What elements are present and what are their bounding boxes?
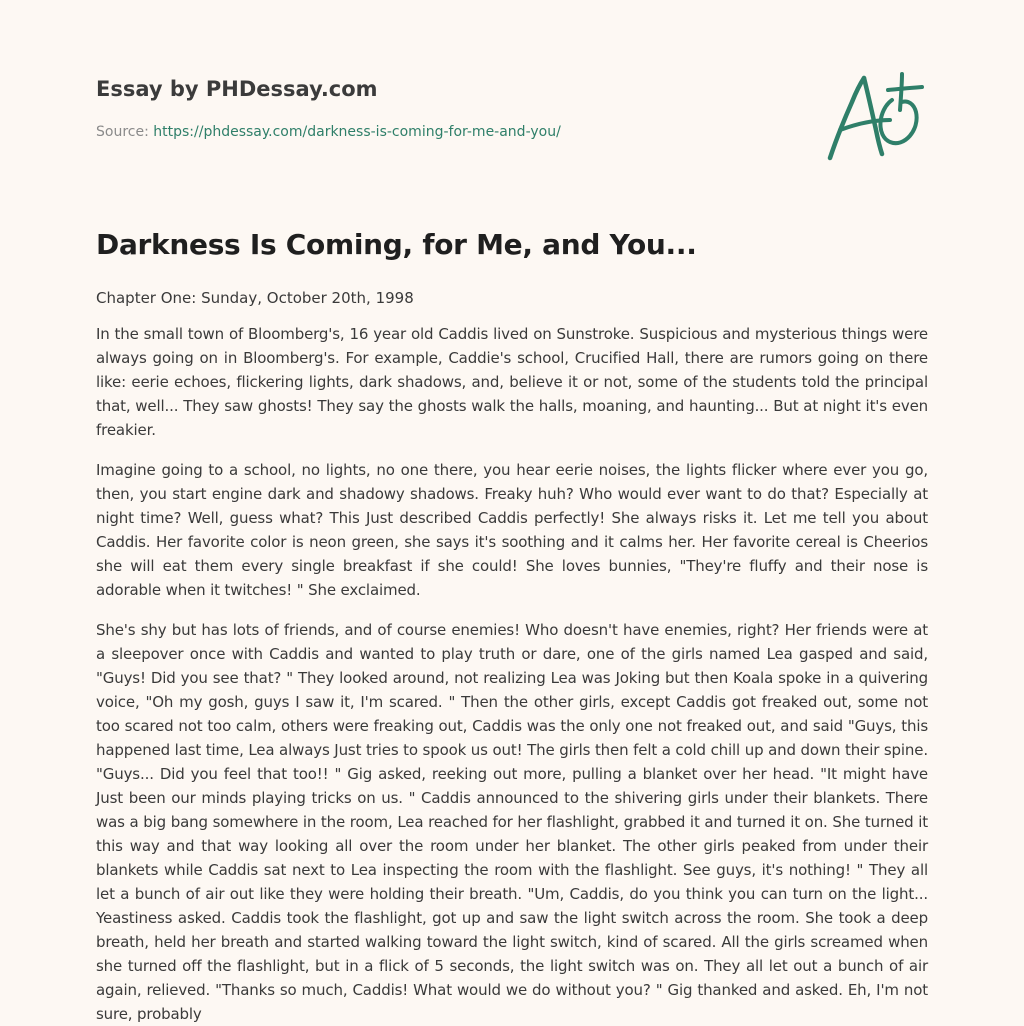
a-plus-logo-icon <box>822 70 928 162</box>
essay-paragraph: She's shy but has lots of friends, and of course enemies! Who doesn't have enemies, right? Her friends were at a sleepover once with Caddis and wanted to play truth or dare, one of the girls named Lea gasped and said, "Guys! Did you see that? " They looked around, not realizing Lea was Joking but then Koala spoke in a quivering voice, "Oh my gosh, guys I saw it, I'm scared. " Then the other girls, except Caddis got freaked out, some not too scared not too calm, others were freaking out, Caddis was the only one not freaked out, and said "Guys, this happened last time, Lea always Just tries to spook us out! The girls then felt a cold chill up and down their spine. "Guys... Did you feel that too!! " Gig asked, reeking out more, pulling a blanket over her head. "It might have Just been our minds playing tricks on us. " Caddis announced to the shivering girls under their blankets. There was a big bang somewhere in the room, Lea reached for her flashlight, grabbed it and turned it on. She turned it this way and that way looking all over the room under her blanket. The other girls peaked from under their blankets while Caddis sat next to Lea inspecting the room with the flashlight. See guys, it's nothing! " They all let a bunch of air out like they were holding their breath. "Um, Caddis, do you think you can turn on the light... Yeastiness asked. Caddis took the flashlight, got up and saw the light switch across the room. She took a deep breath, held her breath and started walking toward the light switch, kind of scared. All the girls screamed when she turned off the flashlight, but in a flick of 5 seconds, the light switch was on. They all let out a bunch of air again, relieved. "Thanks so much, Caddis! What would we do without you? " Gig thanked and asked. Eh, I'm not sure, probably <box>96 621 928 1023</box>
header <box>96 74 796 140</box>
site-title: Essay by PHDessay.com <box>96 77 378 101</box>
source-line <box>96 124 561 140</box>
essay-paragraph: In the small town of Bloomberg's, 16 year old Caddis lived on Sunstroke. Suspicious and mysterious things were always going on in Bloomberg's. For example, Caddie's school, Crucified Hall, there are rumors going on there like: eerie echoes, flickering lights, dark shadows, and, believe it or not, some of the students told the principal that, well... They saw ghosts! They say the ghosts walk the halls, moaning, and haunting... But at night it's even freakier. <box>96 325 928 439</box>
source-label: Source: <box>96 124 149 140</box>
source-link[interactable]: https://phdessay.com/darkness-is-coming-for-me-and-you/ <box>153 124 561 140</box>
essay-title: Darkness Is Coming, for Me, and You... <box>96 228 697 261</box>
chapter-heading: Chapter One: Sunday, October 20th, 1998 <box>96 289 414 307</box>
essay-paragraph: Imagine going to a school, no lights, no one there, you hear eerie noises, the lights flicker where ever you go, then, you start engine dark and shadowy shadows. Freaky huh? Who would ever want to do that? Especially at night time? Well, guess what? This Just described Caddis perfectly! She always risks it. Let me tell you about Caddis. Her favorite color is neon green, she says it's soothing and it calms her. Her favorite cereal is Cheerios she will eat them every single breakfast if she could! She loves bunnies, "They're fluffy and their nose is adorable when it twitches! " She exclaimed. <box>96 461 928 599</box>
essay-article <box>96 225 928 1026</box>
